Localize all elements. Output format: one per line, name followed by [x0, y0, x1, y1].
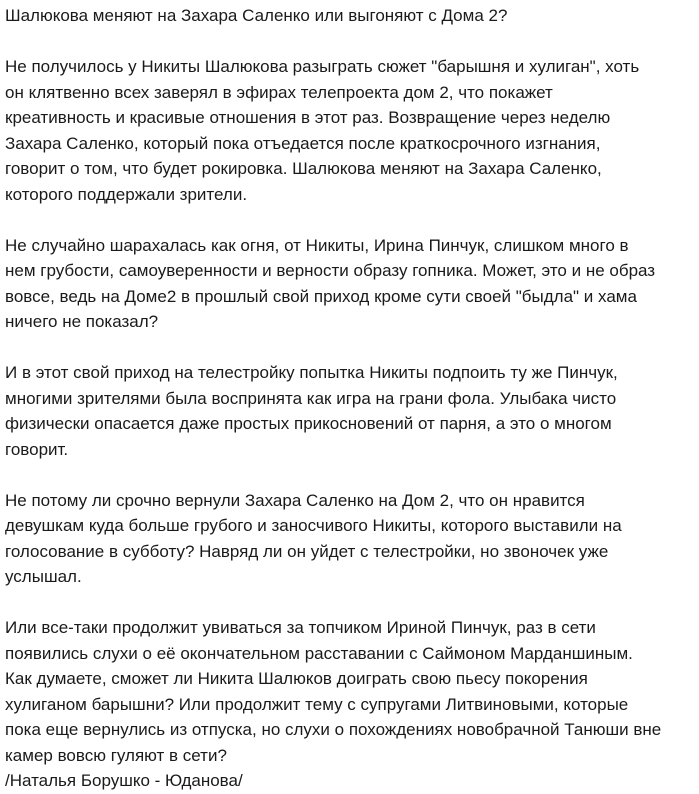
- paragraph-line: появились слухи о её окончательном расставании с Саймоном Марданшиным.: [5, 643, 633, 663]
- paragraph-2: [5, 233, 693, 335]
- paragraph-line: девушкам куда больше грубого и заносчивого Никиты, которого выставили на: [5, 516, 622, 535]
- paragraph-line: вовсе, ведь на Доме2 в прошлый свой приход кроме сути своей "быдла" и хама: [5, 286, 637, 306]
- paragraph-line: говорит о том, что будет рокировка. Шалюкова меняют на Захара Саленко,: [5, 159, 602, 178]
- paragraph-3: [5, 360, 693, 462]
- paragraph-line: Как думаете, сможет ли Никита Шалюков доиграть свою пьесу покорения: [5, 669, 588, 688]
- paragraph-line: Или все-таки продолжит увиваться за топчиком Ириной Пинчук, раз в сети: [5, 618, 596, 637]
- paragraph-line: И в этот свой приход на телестройку попытка Никиты подпоить ту же Пинчук,: [5, 363, 618, 382]
- paragraph-spacer: [5, 335, 693, 361]
- paragraph-4: [5, 488, 693, 590]
- paragraph-line: голосование в субботу? Навряд ли он уйдет с телестройки, но звоночек уже: [5, 541, 609, 561]
- paragraph-line: он клятвенно всех заверял в эфирах телепроекта дом 2, что покажет: [5, 82, 553, 102]
- paragraph-line: камер вовсю гуляют в сети?: [5, 745, 227, 765]
- paragraph-spacer: [5, 29, 693, 55]
- paragraph-line: хулиганом барышни? Или продолжит тему с супругами Литвиновыми, которые: [5, 694, 629, 714]
- paragraph-line: которого поддержали зрители.: [5, 184, 248, 204]
- paragraph-line: нем грубости, самоуверенности и верности образу гопника. Может, это и не образ: [5, 261, 656, 280]
- paragraph-spacer: [5, 207, 693, 233]
- paragraph-line: креативность и красивые отношения в этот раз. Возвращение через неделю: [5, 108, 611, 127]
- paragraph-5: [5, 615, 693, 768]
- paragraph-line: Не случайно шарахалась как огня, от Никиты, Ирина Пинчук, слишком много в: [5, 235, 629, 255]
- paragraph-spacer: [5, 462, 693, 488]
- paragraph-line: Не потому ли срочно вернули Захара Саленко на Дом 2, что он нравится: [5, 490, 585, 510]
- author-signature: /Наталья Борушко - Юданова/: [5, 771, 243, 790]
- article-title: Шалюкова меняют на Захара Саленко или выгоняют с Дома 2?: [5, 6, 508, 25]
- paragraph-line: многими зрителями была воспринята как игра на грани фола. Улыбака чисто: [5, 388, 617, 408]
- paragraph-line: услышал.: [5, 567, 82, 586]
- article: [5, 3, 693, 794]
- paragraph-line: Захара Саленко, который пока отъедается после краткосрочного изгнания,: [5, 133, 601, 153]
- paragraph-spacer: [5, 590, 693, 616]
- paragraph-line: пока еще вернулись из отпуска, но слухи о похождениях новобрачной Танюши вне: [5, 720, 662, 739]
- paragraph-1: [5, 54, 693, 207]
- paragraph-line: Не получилось у Никиты Шалюкова разыграть сюжет "барышня и хулиган", хоть: [5, 57, 640, 76]
- paragraph-line: говорит.: [5, 439, 69, 459]
- paragraph-line: физически опасается даже простых прикосновений от парня, а это о многом: [5, 414, 612, 433]
- paragraph-line: ничего не показал?: [5, 312, 159, 331]
